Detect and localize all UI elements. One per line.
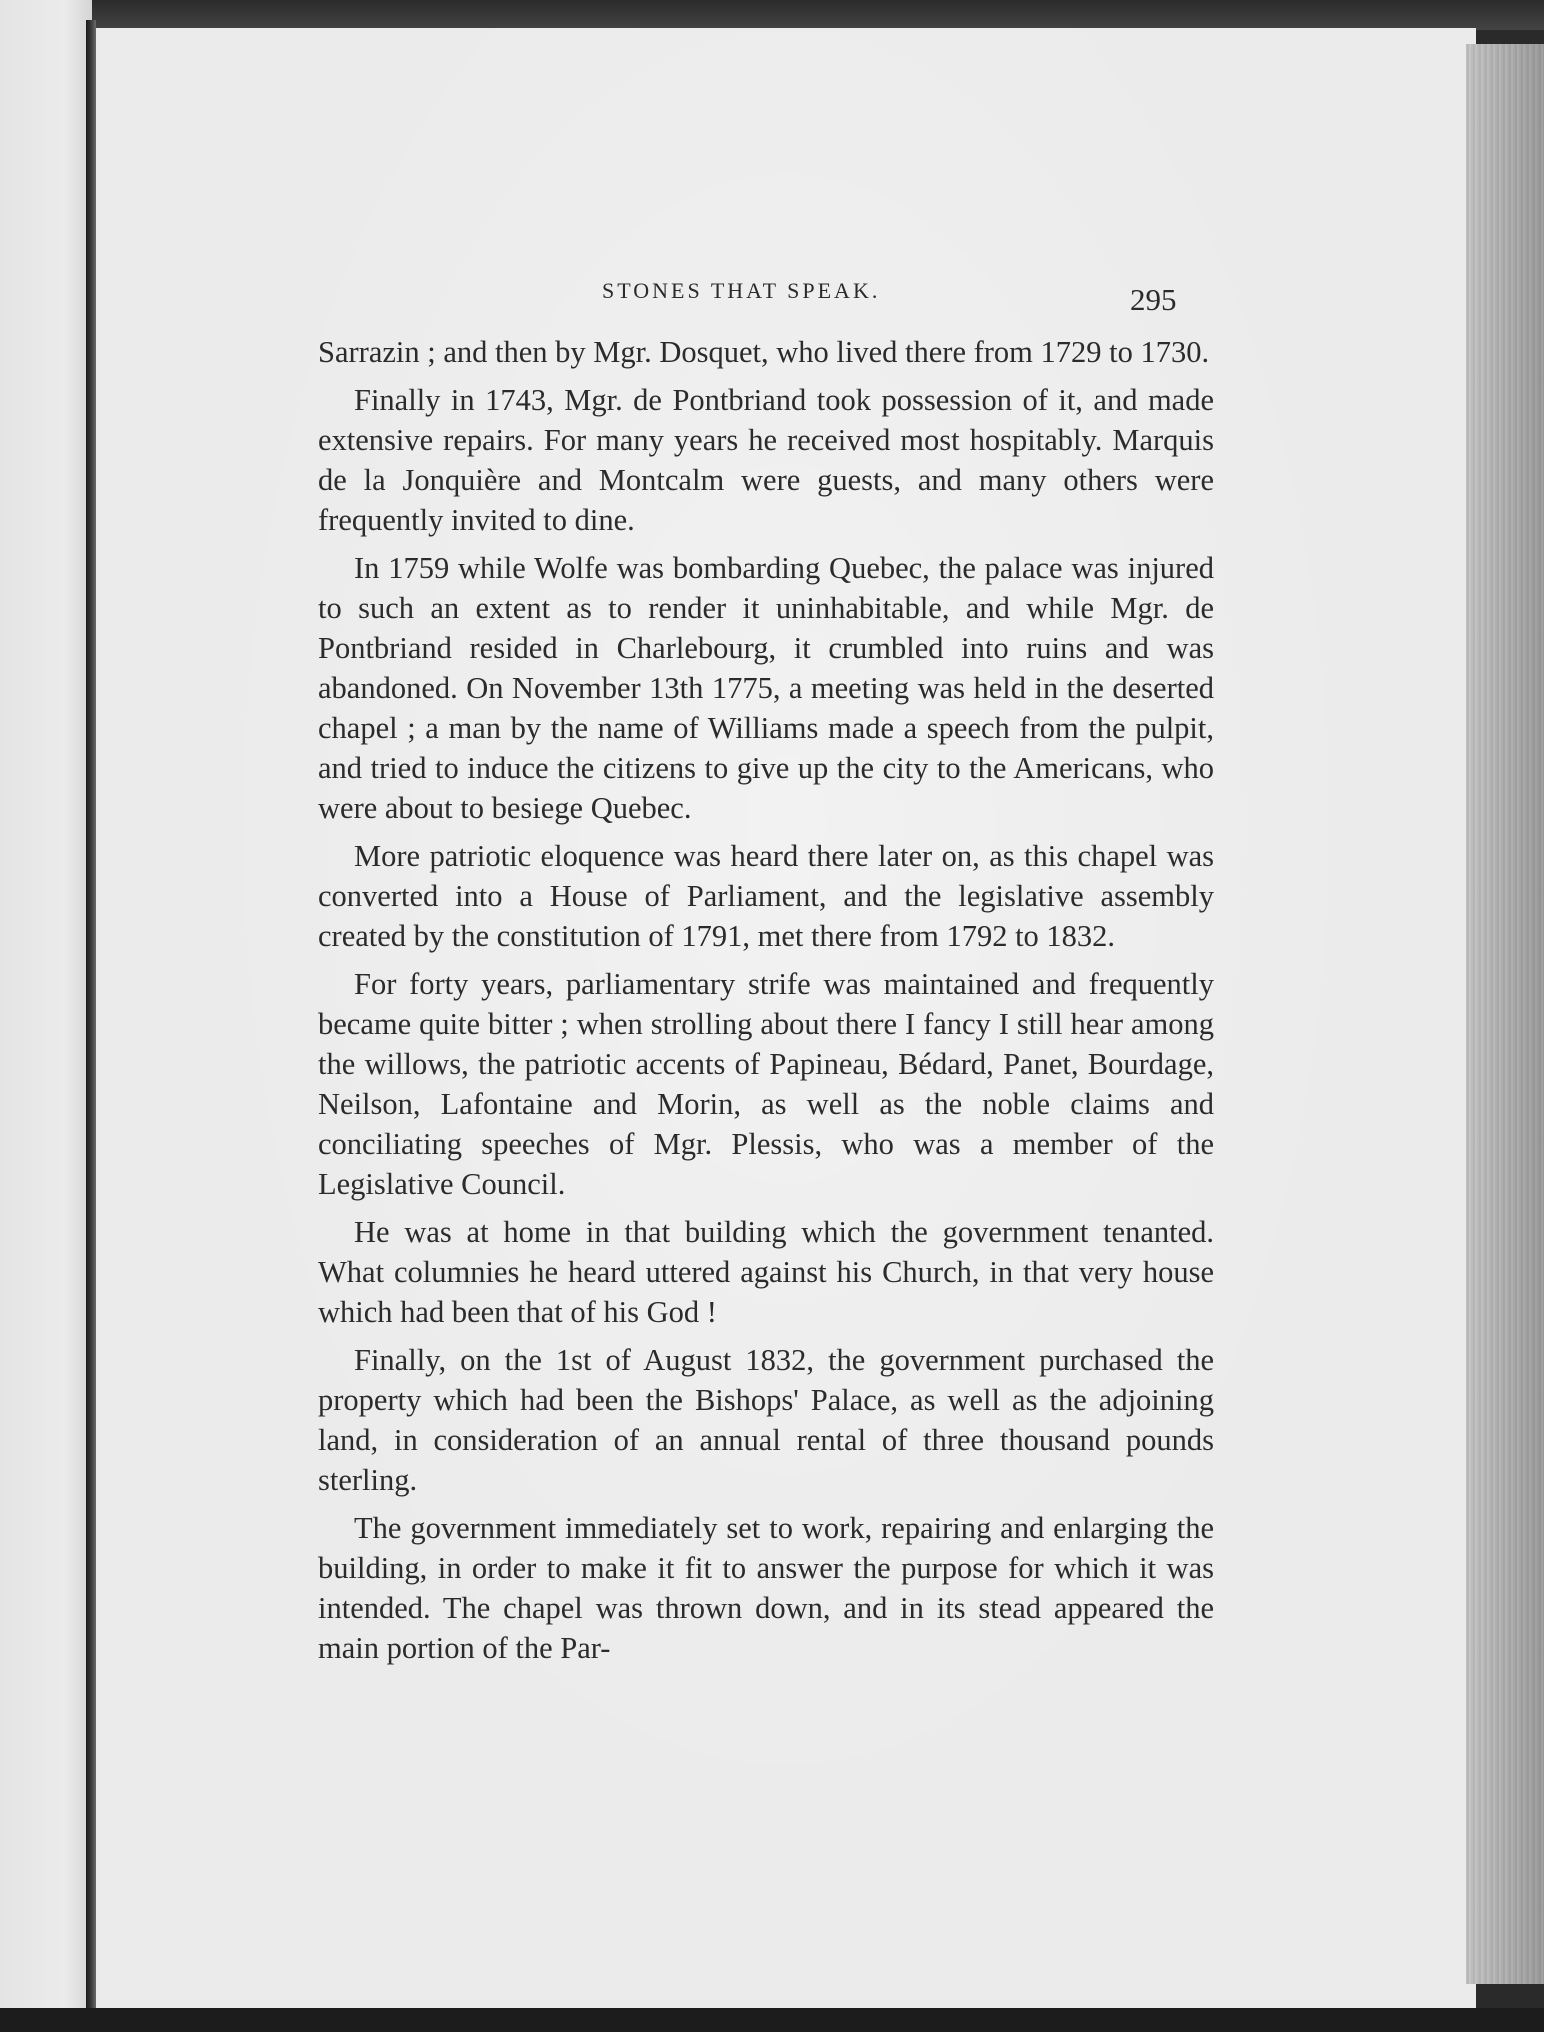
scan-top-border [0, 0, 1544, 30]
page-number: 295 [1130, 282, 1177, 317]
paragraph: He was at home in that building which the government tenanted. What columnies he heard uttered against his Church, in that very house which had been that of his God ! [318, 1215, 1214, 1329]
paragraph: For forty years, parliamentary strife was maintained and frequently became quite bitter ; when strolling about there I fancy I still hear among the willows, the patriotic accents of Papineau, Bédard, Panet, Bourdage, Neilson, Lafontaine and Morin, as well as the noble claims and conciliating speeches of Mgr. Plessis, who was a member of the Legislative Council. [318, 967, 1214, 1201]
page-block-shadow [1466, 44, 1544, 1984]
book-gutter [86, 20, 96, 2010]
scan-bottom-border [0, 2008, 1544, 2032]
running-head [0, 278, 1544, 318]
running-title: STONES THAT SPEAK. [602, 278, 881, 303]
paragraph: Sarrazin ; and then by Mgr. Dosquet, who lived there from 1729 to 1730. [318, 335, 1210, 369]
paragraph: More patriotic eloquence was heard there later on, as this chapel was converted into a House of Parliament, and the legislative assembly created by the constitution of 1791, met there from 1792 to 1832. [318, 839, 1214, 953]
body-text [318, 332, 1214, 1676]
paragraph: The government immediately set to work, repairing and enlarging the building, in order to make it fit to answer the purpose for which it was intended. The chapel was thrown down, and in its stead appeared the main portion of the Par- [318, 1511, 1214, 1665]
paragraph: Finally in 1743, Mgr. de Pontbriand took possession of it, and made extensive repairs. For many years he received most hospitably. Marquis de la Jonquière and Montcalm were guests, and many others were frequently invited to dine. [318, 383, 1214, 537]
paragraph: In 1759 while Wolfe was bombarding Quebec, the palace was injured to such an extent as to render it uninhabitable, and while Mgr. de Pontbriand resided in Charlebourg, it crumbled into ruins and was abandoned. On November 13th 1775, a meeting was held in the deserted chapel ; a man by the name of Williams made a speech from the pulpit, and tried to induce the citizens to give up the city to the Americans, who were about to besiege Quebec. [318, 551, 1214, 825]
paragraph: Finally, on the 1st of August 1832, the government purchased the property which had been the Bishops' Palace, as well as the adjoining land, in consideration of an annual rental of three thousand pounds sterling. [318, 1343, 1214, 1497]
